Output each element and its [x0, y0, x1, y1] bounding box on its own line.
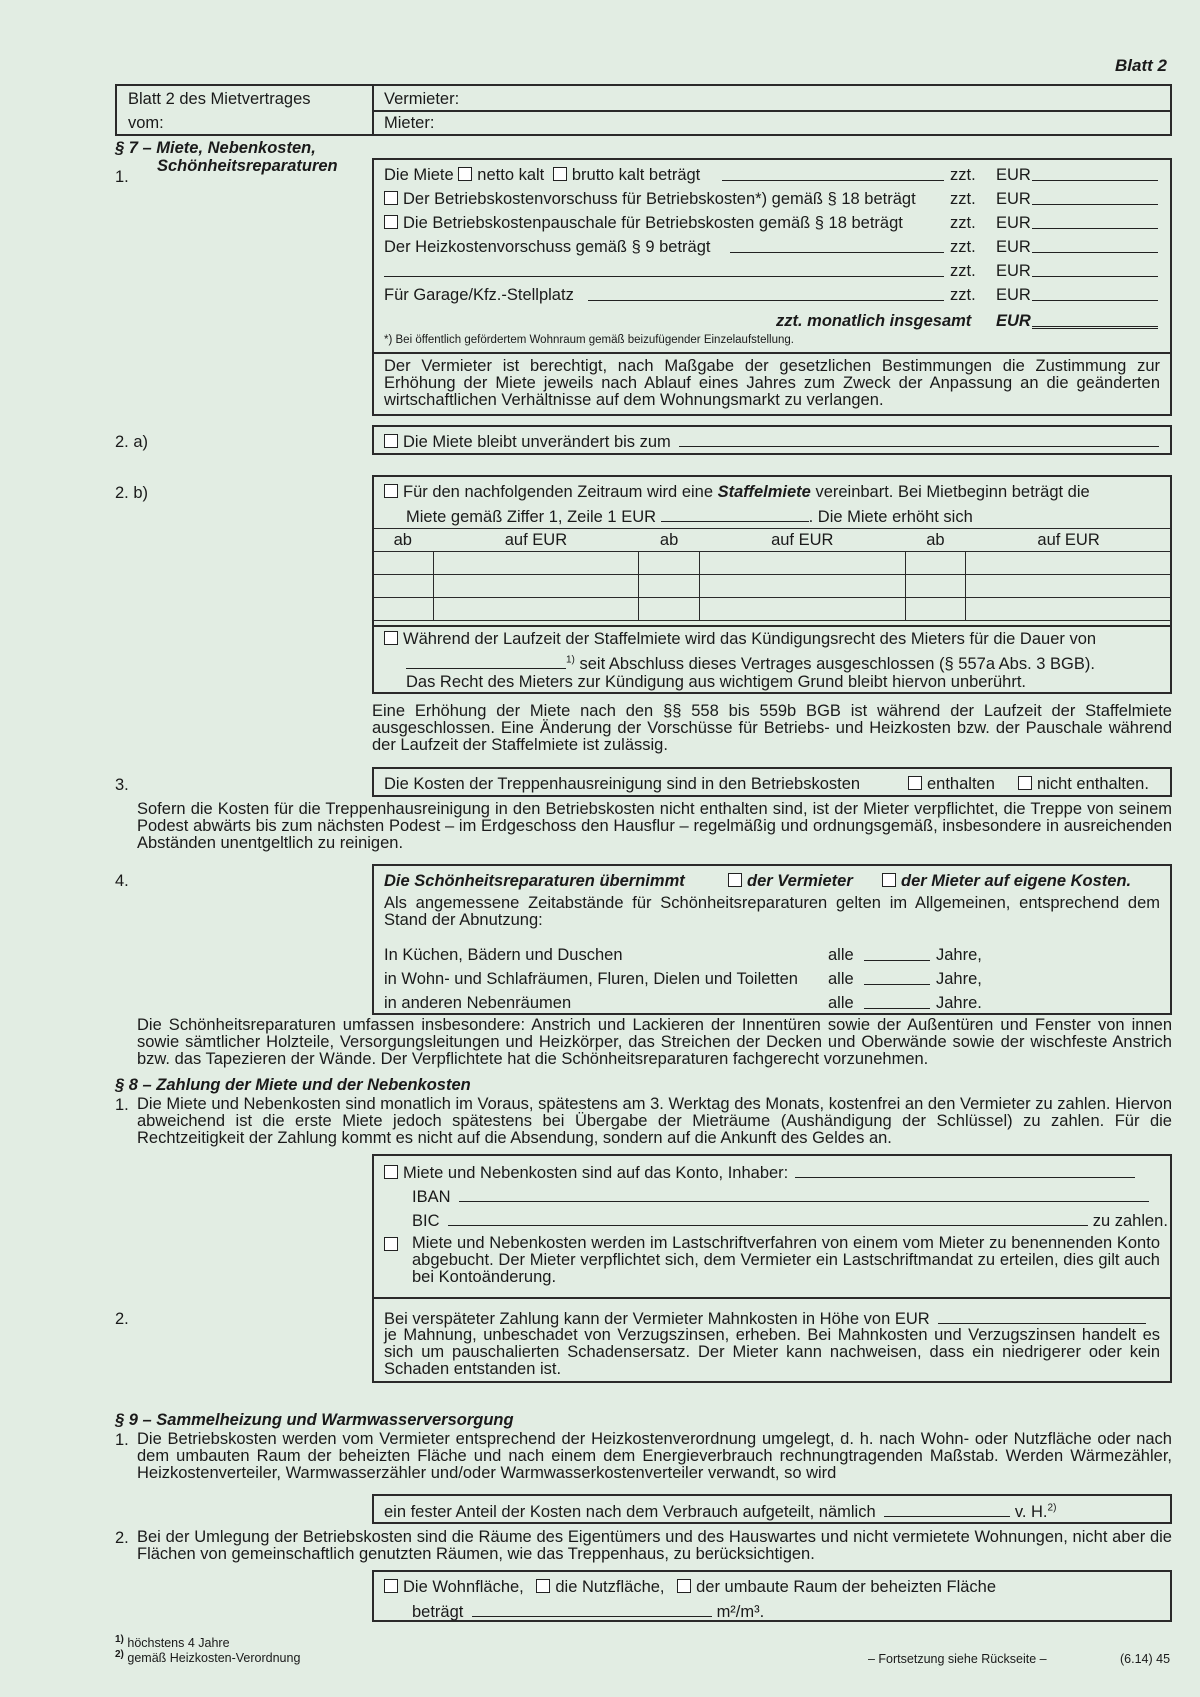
room-label: in anderen Nebenräumen — [384, 994, 572, 1012]
years-label: Jahre. — [936, 994, 982, 1012]
garage-field[interactable] — [588, 286, 944, 301]
stairs-label: Die Kosten der Treppenhausreinigung sind in den Betriebskosten — [384, 775, 861, 793]
rent-row — [384, 166, 700, 185]
interval-field[interactable] — [864, 946, 930, 961]
usable-area-label: die Nutzfläche, — [555, 1578, 665, 1596]
bk-vorschuss-amount-field[interactable] — [1032, 190, 1158, 205]
bk-vorschuss-checkbox[interactable] — [384, 191, 398, 205]
rent-unchanged-checkbox[interactable] — [384, 434, 398, 448]
interval-field[interactable] — [864, 970, 930, 985]
table-cell[interactable] — [905, 598, 966, 621]
sepa-checkbox[interactable] — [384, 1237, 398, 1251]
pay-label: zu zahlen. — [1092, 1212, 1168, 1230]
rent-label: Die Miete — [384, 166, 454, 184]
brutto-checkbox[interactable] — [553, 167, 567, 181]
rent-unchanged-label: Die Miete bleibt unverändert bis zum — [403, 433, 671, 451]
stairs-included-label: enthalten — [927, 775, 995, 793]
section-9-title: § 9 – Sammelheizung und Warmwasserversorgung — [115, 1411, 514, 1429]
footnote-ref: 1) — [566, 654, 575, 666]
stairs-included-checkbox[interactable] — [908, 776, 922, 790]
staffel-text: vereinbart. Bei Mietbeginn beträgt die — [815, 483, 1090, 501]
total-label: zzt. monatlich insgesamt — [776, 312, 972, 330]
footnote-marker: 1) — [115, 1634, 124, 1645]
volume-checkbox[interactable] — [677, 1579, 691, 1593]
staffel-box — [372, 475, 1172, 694]
item-number: 1. — [115, 1096, 129, 1114]
payment-box — [372, 1154, 1172, 1383]
table-cell[interactable] — [639, 552, 700, 575]
footnote-ref: 2) — [1047, 1502, 1057, 1514]
item-number: 4. — [115, 872, 129, 890]
bk-vorschuss-row — [384, 190, 916, 209]
table-cell[interactable] — [905, 552, 966, 575]
interval-field[interactable] — [864, 994, 930, 1009]
item-number: 3. — [115, 776, 129, 794]
sheet-label: Blatt 2 — [1115, 56, 1167, 75]
table-cell[interactable] — [639, 575, 700, 598]
table-header: ab — [905, 529, 966, 552]
item-number: 2. a) — [115, 433, 149, 451]
garage-label: Für Garage/Kfz.-Stellplatz — [384, 286, 574, 304]
stairs-box — [372, 767, 1172, 797]
table-header: ab — [373, 529, 434, 552]
staffel-note: Eine Erhöhung der Miete nach den §§ 558 bis 559b BGB ist während der Laufzeit der Staffelmiete ausgeschlossen. Eine Änderung der Vorschüsse für Betriebs- und Heizkosten bzw. der Pauschale während der Laufzeit der Staffelmiete ist zulässig. — [372, 702, 1172, 754]
kuendigung-duration-field[interactable] — [406, 654, 566, 669]
repairs-landlord-checkbox[interactable] — [728, 873, 742, 887]
zzt-label: zzt. — [950, 214, 976, 232]
table-cell[interactable] — [373, 575, 434, 598]
staffel-text: . Die Miete erhöht sich — [808, 508, 973, 526]
table-header: auf EUR — [966, 529, 1172, 552]
table-cell[interactable] — [639, 598, 700, 621]
table-row — [373, 552, 1172, 575]
heating-text: Die Betriebskosten werden vom Vermieter entsprechend der Heizkostenverordnung umgelegt, d. h. nach Wohn- oder Nutzfläche oder nach dem umbauten Raum der beheizten Fläche und nach einem dem Energieverbrauch rechnungtragenden Maßstab. Werden Wärmezähler, Heizkostenverteiler, Warmwasserzähler und/oder Warmwasserkostenverteiler verwandt, so wird — [137, 1430, 1172, 1482]
kuendigung-text: seit Abschluss dieses Vertrages ausgeschlossen (§ 557a Abs. 3 BGB). — [579, 655, 1095, 673]
bic-field[interactable] — [448, 1211, 1088, 1226]
table-cell[interactable] — [373, 598, 434, 621]
staffel-text: Für den nachfolgenden Zeitraum wird eine — [403, 483, 714, 501]
kuendigung-text: Während der Laufzeit der Staffelmiete wird das Kündigungsrecht des Mieters für die Dauer von — [403, 630, 1097, 648]
table-cell[interactable] — [699, 575, 905, 598]
heiz-label: Der Heizkostenvorschuss gemäß § 9 beträgt — [384, 238, 711, 256]
table-row — [373, 598, 1172, 621]
table-cell[interactable] — [905, 575, 966, 598]
section-7-subtitle: Schönheitsreparaturen — [157, 157, 338, 175]
staffel-keyword: Staffelmiete — [717, 483, 811, 501]
bk-pauschale-checkbox[interactable] — [384, 215, 398, 229]
footnote: *) Bei öffentlich gefördertem Wohnraum gemäß beizufügender Einzelaufstellung. — [384, 334, 794, 346]
alle-label: alle — [828, 994, 854, 1012]
stairs-excluded-checkbox[interactable] — [1018, 776, 1032, 790]
repairs-box — [372, 864, 1172, 1015]
continue-note: – Fortsetzung siehe Rückseite – — [868, 1652, 1047, 1666]
landlord-field[interactable]: Vermieter: — [384, 90, 460, 108]
bk-vorschuss-label: Der Betriebskostenvorschuss für Betriebskosten*) gemäß § 18 beträgt — [403, 190, 916, 208]
table-header: auf EUR — [699, 529, 905, 552]
rent-unchanged-box — [372, 425, 1172, 455]
iban-field[interactable] — [459, 1187, 1149, 1202]
garage-row — [384, 286, 574, 305]
repairs-landlord-label: der Vermieter — [747, 872, 853, 890]
sepa-text: Miete und Nebenkosten werden im Lastschriftverfahren von einem vom Mieter zu benennenden Konto abgebucht. Der Mieter verpflichtet sich, dem Vermieter ein Lastschriftmandat zu erteilen, dies gilt auch bei Kontoänderung. — [412, 1234, 1160, 1286]
item-number: 1. — [115, 168, 129, 186]
living-area-checkbox[interactable] — [384, 1579, 398, 1593]
zzt-label: zzt. — [950, 166, 976, 184]
other-amount-field[interactable] — [1032, 262, 1158, 277]
footnote-marker: 2) — [115, 1649, 124, 1660]
footnote-text: höchstens 4 Jahre — [127, 1636, 230, 1651]
repairs-intro: Als angemessene Zeitabstände für Schönheitsreparaturen gelten im Allgemeinen, entsprechend dem Stand der Abnutzung: — [384, 894, 1160, 929]
account-label: Miete und Nebenkosten sind auf das Konto, Inhaber: — [403, 1164, 789, 1182]
total-amount-field[interactable] — [1032, 312, 1158, 329]
table-cell[interactable] — [966, 552, 1172, 575]
section-8-title: § 8 – Zahlung der Miete und der Nebenkosten — [115, 1076, 471, 1094]
garage-amount-field[interactable] — [1032, 286, 1158, 301]
rent-unchanged-date-field[interactable] — [679, 432, 1159, 447]
header-row-divider — [372, 110, 1170, 112]
rent-description-field[interactable] — [722, 166, 944, 181]
zzt-label: zzt. — [950, 262, 976, 280]
rent-box-divider — [374, 352, 1170, 354]
allocation-text: Bei der Umlegung der Betriebskosten sind die Räume des Eigentümers und des Hauswartes und nicht vermietete Wohnungen, nicht aber die Flächen von gemeinschaftlich genutzten Räumen, wie das Treppenhaus, zu berücksichtigen. — [137, 1528, 1172, 1563]
account-checkbox[interactable] — [384, 1165, 398, 1179]
alle-label: alle — [828, 946, 854, 964]
header-box — [115, 84, 1172, 136]
late-fee-field[interactable] — [938, 1309, 1146, 1324]
table-header: ab — [639, 529, 700, 552]
heiz-extra-field[interactable] — [730, 238, 944, 253]
heating-share-box — [372, 1494, 1172, 1524]
eur-label: EUR — [996, 214, 1031, 232]
netto-label: netto kalt — [477, 166, 545, 184]
eur-label: EUR — [996, 286, 1031, 304]
table-header: auf EUR — [433, 529, 639, 552]
payment-text: Die Miete und Nebenkosten sind monatlich im Voraus, spätestens am 3. Werktag des Monats, kostenfrei an den Vermieter zu zahlen. Hiervon abweichend ist die erste Miete jedoch spätestens bei Übergabe der Mieträume (Aushändigung der Schlüssel) zu zahlen. Für die Rechtzeitigkeit der Zahlung kommt es nicht auf die Absendung, sondern auf die Ankunft des Geldes an. — [137, 1095, 1172, 1147]
table-cell[interactable] — [433, 552, 639, 575]
alle-label: alle — [828, 970, 854, 988]
table-row — [373, 575, 1172, 598]
staffel-table-header — [373, 529, 1172, 552]
area-amount-label: beträgt — [412, 1603, 464, 1621]
staffel-table — [372, 528, 1172, 621]
years-label: Jahre, — [936, 946, 982, 964]
staffel-text: Miete gemäß Ziffer 1, Zeile 1 EUR — [406, 508, 657, 526]
heiz-row — [384, 238, 710, 257]
zzt-label: zzt. — [950, 190, 976, 208]
brutto-label: brutto kalt beträgt — [571, 166, 701, 184]
stairs-text: Sofern die Kosten für die Treppenhausreinigung in den Betriebskosten nicht enthalten sind, ist der Mieter verpflichtet, die Treppe von seinem Podest abwärts bis zum nächsten Podest – im Erdgeschoss den Hausflur – regelmäßig und ordnungsgemäß, insbesondere in ausreichenden Abständen unentgeltlich zu reinigen. — [137, 800, 1172, 852]
years-label: Jahre, — [936, 970, 982, 988]
room-label: In Küchen, Bädern und Duschen — [384, 946, 623, 964]
kuendigung-checkbox[interactable] — [384, 631, 398, 645]
zzt-label: zzt. — [950, 286, 976, 304]
footnote-1 — [115, 1634, 230, 1650]
late-fee-label: Bei verspäteter Zahlung kann der Vermieter Mahnkosten in Höhe von EUR — [384, 1310, 930, 1328]
item-number: 1. — [115, 1431, 129, 1449]
repairs-tenant-checkbox[interactable] — [882, 873, 896, 887]
staffel-start-amount-field[interactable] — [661, 507, 809, 522]
bk-pauschale-row — [384, 214, 903, 233]
percent-label: v. H. — [1014, 1503, 1048, 1521]
staffel-checkbox[interactable] — [384, 484, 398, 498]
bk-pauschale-label: Die Betriebskostenpauschale für Betriebskosten gemäß § 18 beträgt — [403, 214, 903, 232]
item-number: 2. — [115, 1529, 129, 1547]
rent-amount-field[interactable] — [1032, 166, 1158, 181]
iban-label: IBAN — [412, 1188, 451, 1206]
item-number: 2. b) — [115, 484, 149, 502]
living-area-label: Die Wohnfläche, — [403, 1578, 524, 1596]
staffel-divider — [374, 625, 1170, 627]
table-cell[interactable] — [373, 552, 434, 575]
payment-box-divider — [374, 1297, 1170, 1299]
tenant-field[interactable]: Mieter: — [384, 114, 435, 132]
eur-label: EUR — [996, 166, 1031, 184]
heating-share-label: ein fester Anteil der Kosten nach dem Verbrauch aufgeteilt, nämlich — [384, 1503, 876, 1521]
repairs-tenant-label: der Mieter auf eigene Kosten. — [901, 872, 1132, 890]
area-box — [372, 1570, 1172, 1622]
area-unit-label: m²/m³. — [716, 1603, 765, 1621]
heiz-amount-field[interactable] — [1032, 238, 1158, 253]
contract-sheet-label: Blatt 2 des Mietvertrages — [128, 90, 311, 108]
total-eur-label: EUR — [996, 312, 1031, 330]
bk-pauschale-amount-field[interactable] — [1032, 214, 1158, 229]
late-fee-text: je Mahnung, unbeschadet von Verzugszinsen, erheben. Bei Mahnkosten und Verzugszinsen handelt es sich um pauschalierten Schadensersatz. Der Mieter kann nachweisen, dass ein niedrigerer oder kein Schaden entstanden ist. — [384, 1326, 1160, 1378]
rent-increase-text: Der Vermieter ist berechtigt, nach Maßgabe der gesetzlichen Bestimmungen die Zustimmung zur Erhöhung der Miete jeweils nach Ablauf eines Jahres zum Zweck der Anpassung an die geänderten wirtschaftlichen Verhältnisse auf dem Wohnungsmarkt zu verlangen. — [384, 357, 1160, 409]
footnote-text: gemäß Heizkosten-Verordnung — [127, 1651, 301, 1666]
table-cell[interactable] — [433, 598, 639, 621]
volume-label: der umbaute Raum der beheizten Fläche — [696, 1578, 997, 1596]
kuendigung-text: Das Recht des Mieters zur Kündigung aus wichtigem Grund bleibt hiervon unberührt. — [406, 673, 1026, 691]
usable-area-checkbox[interactable] — [536, 1579, 550, 1593]
item-number: 2. — [115, 1310, 129, 1328]
heating-share-field[interactable] — [884, 1502, 1010, 1517]
zzt-label: zzt. — [950, 238, 976, 256]
eur-label: EUR — [996, 190, 1031, 208]
room-label: in Wohn- und Schlafräumen, Fluren, Dielen und Toiletten — [384, 970, 798, 988]
repairs-heading: Die Schönheitsreparaturen übernimmt — [384, 872, 685, 890]
netto-checkbox[interactable] — [458, 167, 472, 181]
area-amount-field[interactable] — [472, 1602, 712, 1617]
date-label: vom: — [128, 114, 164, 132]
table-cell[interactable] — [966, 598, 1172, 621]
repairs-text: Die Schönheitsreparaturen umfassen insbesondere: Anstrich und Lackieren der Innentüren sowie der Außentüren und Fenster von innen sowie sämtlicher Holzteile, Versorgungsleitungen und Heizkörper, das Streichen der Decken und Oberwände sowie der wischfeste Anstrich bzw. das Tapezieren der Wände. Der Verpflichtete hat die Schönheitsreparaturen fachgerecht vorzunehmen. — [137, 1016, 1172, 1068]
rent-box — [372, 158, 1172, 416]
section-7-title: § 7 – Miete, Nebenkosten, — [115, 139, 316, 157]
eur-label: EUR — [996, 262, 1031, 280]
table-cell[interactable] — [699, 552, 905, 575]
table-cell[interactable] — [433, 575, 639, 598]
other-cost-field[interactable] — [384, 262, 944, 277]
table-cell[interactable] — [699, 598, 905, 621]
stairs-excluded-label: nicht enthalten. — [1037, 775, 1149, 793]
account-holder-field[interactable] — [795, 1163, 1135, 1178]
table-cell[interactable] — [966, 575, 1172, 598]
form-code: (6.14) 45 — [1120, 1652, 1171, 1666]
eur-label: EUR — [996, 238, 1031, 256]
footnote-2 — [115, 1649, 300, 1665]
bic-label: BIC — [412, 1212, 440, 1230]
